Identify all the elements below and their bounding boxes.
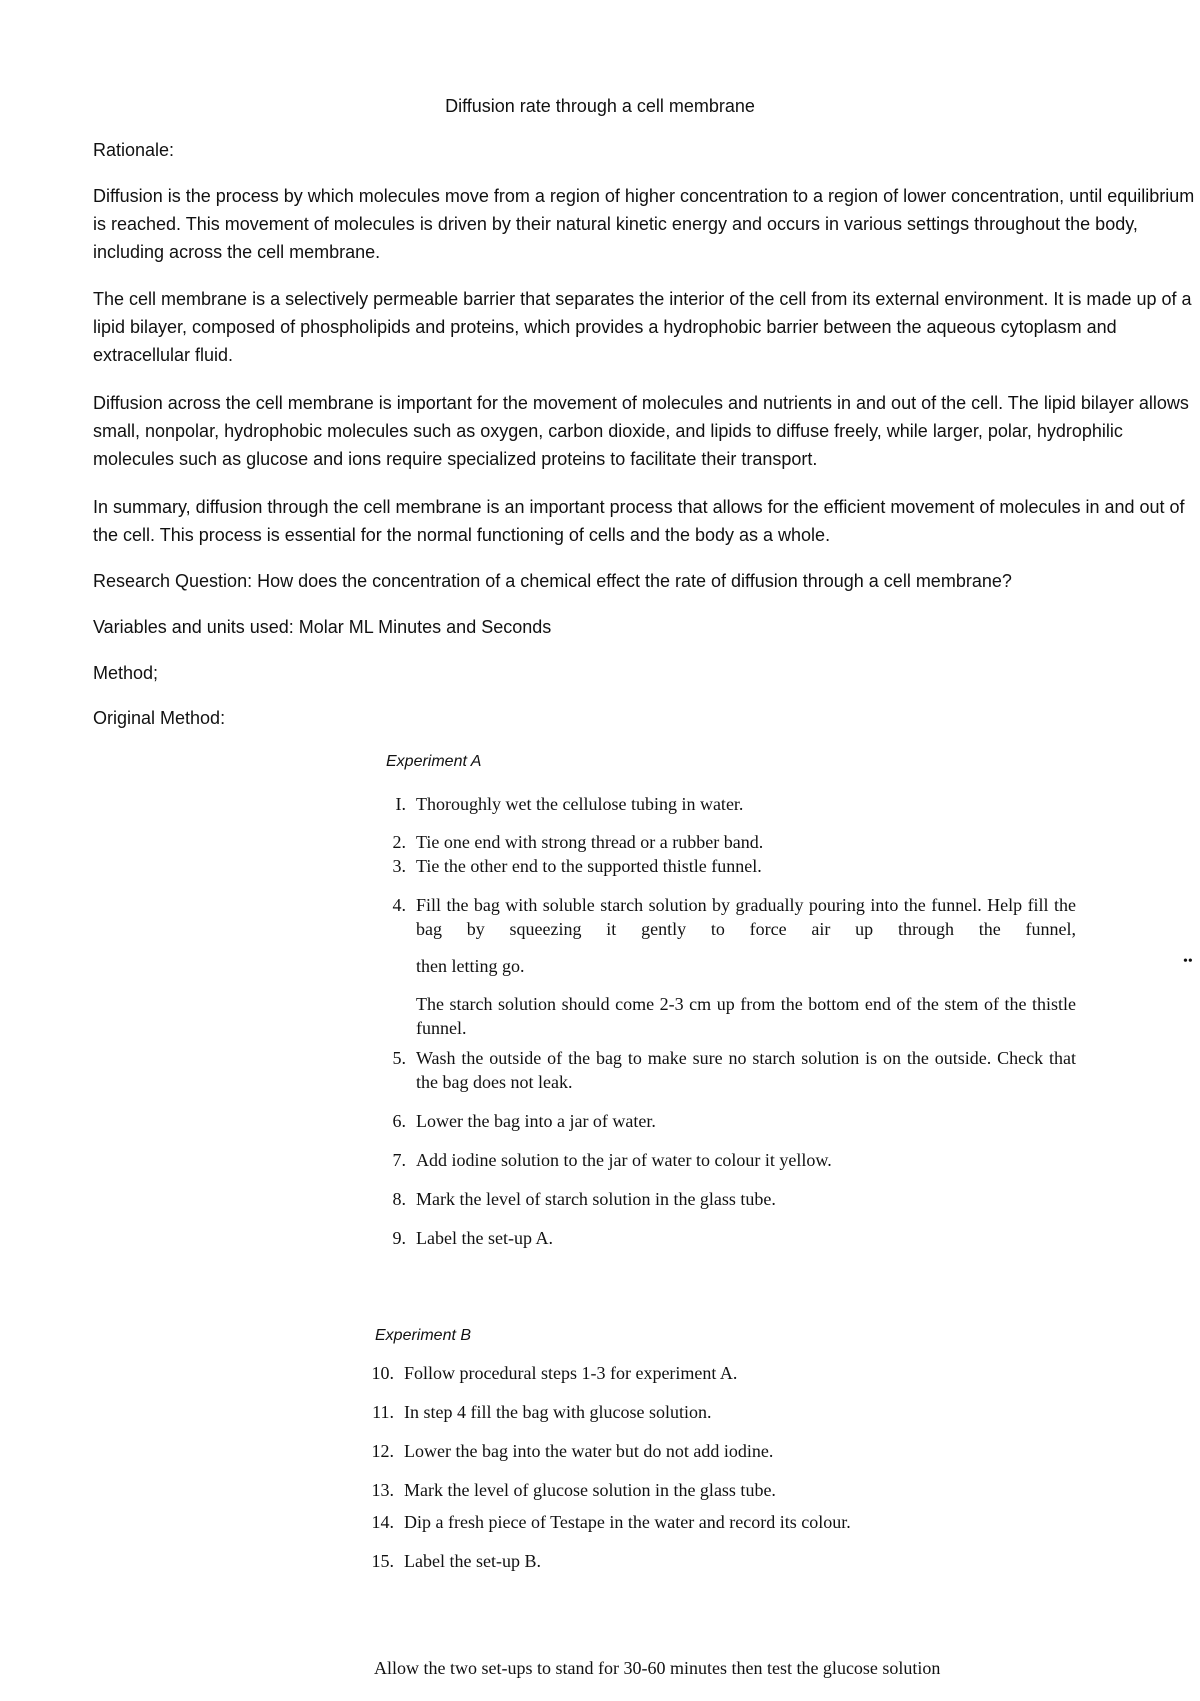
research-question: Research Question: How does the concentration of a chemical effect the rate of diffusion through a cell membrane? [93, 571, 1012, 591]
step-text: Lower the bag into a jar of water. [416, 1111, 656, 1131]
experiment-a-step-2 [376, 830, 1076, 854]
step-text: Add iodine solution to the jar of water to colour it yellow. [416, 1150, 832, 1170]
experiment-b-step-13 [364, 1478, 1064, 1502]
paragraph-diffusion-across-membrane: Diffusion across the cell membrane is important for the movement of molecules and nutrients in and out of the cell. The lipid bilayer allows small, nonpolar, hydrophobic molecules such as oxygen, carbon dioxide, and lipids to diffuse freely, while larger, polar, hydrophilic molecules such as glucose and ions require specialized proteins to facilitate their transport. [93, 393, 1189, 469]
step-number: 11. [372, 1402, 394, 1422]
rationale-heading: Rationale: [93, 140, 175, 160]
experiment-b-step-10 [364, 1361, 1064, 1385]
step-text: Follow procedural steps 1-3 for experiment A. [404, 1363, 738, 1383]
step-text-part-3: The starch solution should come 2-3 cm up from the bottom end of the stem of the thistle funnel. [416, 994, 1076, 1038]
step-text-part-2: then letting go. [416, 956, 525, 976]
step-number: 3. [392, 856, 406, 876]
step-number: 5. [392, 1048, 406, 1068]
step-number: 9. [392, 1228, 406, 1248]
document-title: Diffusion rate through a cell membrane [445, 96, 755, 116]
experiment-a-step-9 [376, 1226, 1076, 1250]
experiment-a-heading: Experiment A [386, 753, 482, 770]
step-text: Label the set-up B. [404, 1551, 541, 1571]
step-text: Tie the other end to the supported thistle funnel. [416, 856, 762, 876]
closing-instruction: Allow the two set-ups to stand for 30-60 minutes then test the glucose solution [374, 1658, 941, 1678]
experiment-a-step-8 [376, 1187, 1076, 1211]
paragraph-cell-membrane: The cell membrane is a selectively permeable barrier that separates the interior of the cell from its external environment. It is made up of a lipid bilayer, composed of phospholipids and proteins, which provides a hydrophobic barrier between the aqueous cytoplasm and extracellular fluid. [93, 289, 1192, 365]
step-text: In step 4 fill the bag with glucose solution. [404, 1402, 712, 1422]
experiment-b-step-11 [364, 1400, 1064, 1424]
step-text: Label the set-up A. [416, 1228, 553, 1248]
step-text: Tie one end with strong thread or a rubber band. [416, 832, 764, 852]
experiment-b-step-14 [364, 1510, 1064, 1534]
paragraph-diffusion-definition: Diffusion is the process by which molecules move from a region of higher concentration to a region of lower concentration, until equilibrium is reached. This movement of molecules is driven by their natural kinetic energy and occurs in various settings throughout the body, including across the cell membrane. [93, 186, 1195, 262]
step-text [416, 893, 1076, 1040]
variables-line: Variables and units used: Molar ML Minutes and Seconds [93, 617, 552, 637]
experiment-a-step-7 [376, 1148, 1076, 1172]
step-number: 14. [371, 1512, 394, 1532]
step-number: 15. [371, 1551, 394, 1571]
experiment-b-heading: Experiment B [375, 1327, 472, 1344]
experiment-b-step-15 [364, 1549, 1064, 1573]
original-method-heading: Original Method: [93, 708, 226, 728]
step-text: Thoroughly wet the cellulose tubing in water. [416, 794, 744, 814]
experiment-a-step-6 [376, 1109, 1076, 1133]
experiment-a-step-4 [376, 893, 1076, 1040]
experiment-b-step-12 [364, 1439, 1064, 1463]
experiment-a-step-1 [376, 792, 1076, 816]
step-text-part-1: Fill the bag with soluble starch solution by gradually pouring into the funnel. Help fill the bag by squeezing it gently to force air up through the funnel, [416, 895, 1076, 939]
step-number: 7. [392, 1150, 406, 1170]
step-text: Mark the level of starch solution in the glass tube. [416, 1189, 776, 1209]
step-number: 6. [392, 1111, 406, 1131]
step-number: 8. [392, 1189, 406, 1209]
experiment-a-step-5 [376, 1046, 1076, 1094]
step-number: I. [395, 794, 406, 814]
step-text: Dip a fresh piece of Testape in the water and record its colour. [404, 1512, 851, 1532]
step-text: Mark the level of glucose solution in the glass tube. [404, 1480, 776, 1500]
step-number: 2. [392, 832, 406, 852]
method-heading: Method; [93, 663, 159, 683]
step-text: Lower the bag into the water but do not add iodine. [404, 1441, 774, 1461]
step-text: Wash the outside of the bag to make sure no starch solution is on the outside. Check that the bag does not leak. [416, 1048, 1076, 1092]
experiment-a-step-3 [376, 854, 1076, 878]
paragraph-summary: In summary, diffusion through the cell membrane is an important process that allows for the efficient movement of molecules in and out of the cell. This process is essential for the normal functioning of cells and the body as a whole. [93, 497, 1185, 545]
step-number: 12. [371, 1441, 394, 1461]
step-number: 4. [392, 895, 406, 915]
step-number: 13. [371, 1480, 394, 1500]
step-number: 10. [371, 1363, 394, 1383]
margin-mark: •• [1183, 954, 1193, 969]
